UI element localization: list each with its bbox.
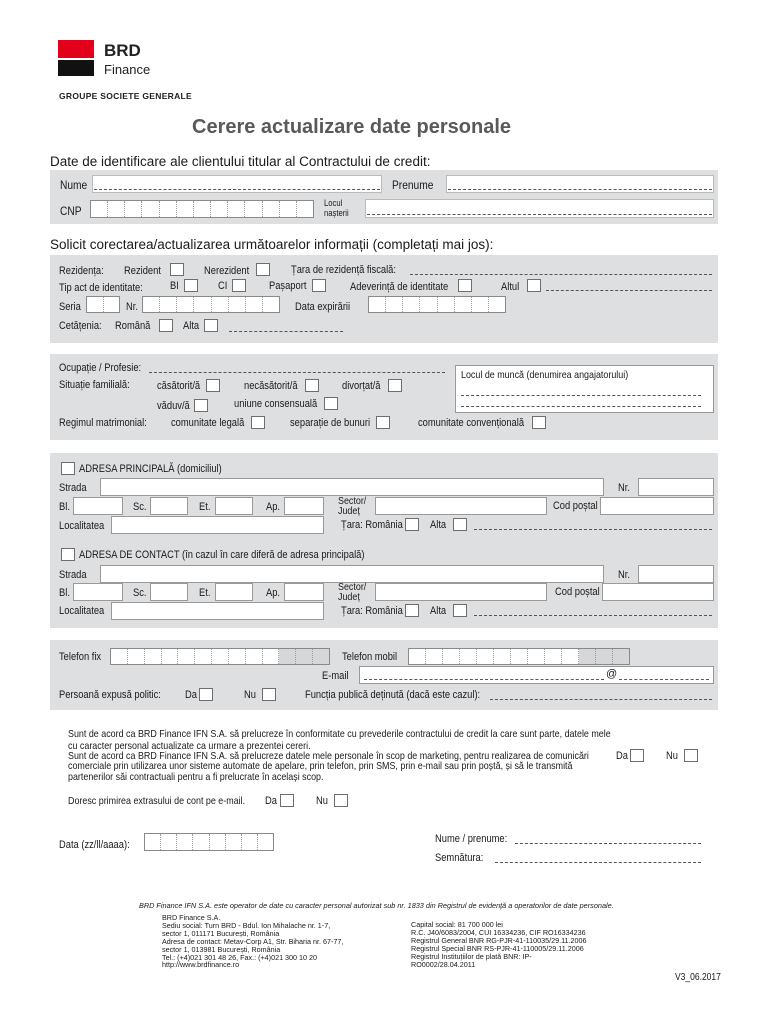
bl-label: Bl. (59, 501, 70, 513)
rezidenta-label: Rezidența: (59, 265, 104, 277)
contact-nr-field[interactable] (638, 565, 714, 583)
nr-label: Nr. (126, 301, 138, 313)
email-line-right (619, 679, 709, 680)
pep-nu-checkbox[interactable] (262, 688, 276, 701)
loc-munca-line-2 (461, 406, 701, 407)
nume-prenume-line (515, 843, 701, 844)
locul-nasterii-field[interactable] (365, 199, 714, 218)
contact-sc-field[interactable] (150, 583, 188, 601)
adresa-contact-checkbox[interactable] (61, 548, 75, 561)
footer-right (411, 921, 587, 968)
comunitate-conventionala-label: comunitate convențională (418, 417, 525, 429)
localitatea-field[interactable] (111, 516, 324, 534)
consent-nu-label: Nu (666, 750, 678, 762)
strada-field[interactable] (100, 478, 604, 496)
contact-sc-label: Sc. (133, 587, 147, 599)
ocupatie-label: Ocupație / Profesie: (59, 362, 142, 374)
sector-label-1: Sector/ (338, 495, 367, 507)
contact-sector-label-2: Județ (338, 591, 360, 603)
nume-label: Nume (60, 178, 88, 192)
contact-strada-label: Strada (59, 569, 87, 581)
cetatenie-alta-label: Alta (183, 320, 200, 332)
vaduv-label: văduv/ă (157, 400, 190, 412)
prenume-label: Prenume (392, 178, 434, 192)
strada-label: Strada (59, 482, 87, 494)
pep-nu-label: Nu (244, 689, 256, 701)
tara-alta-label: Alta (430, 519, 447, 531)
contact-et-label: Et. (199, 587, 211, 599)
loc-munca-label: Locul de muncă (denumirea angajatorului) (461, 369, 629, 381)
data-field[interactable] (144, 833, 274, 851)
footer-left-line: Tel.: (+4)021 301 48 26, Fax.: (+4)021 300 10 20 (162, 952, 318, 962)
sc-label: Sc. (133, 501, 147, 513)
contact-tara-alta-line (474, 615, 712, 616)
ocupatie-line (149, 372, 445, 373)
contact-tara-romania-checkbox[interactable] (405, 604, 419, 617)
footer-right-line: Registrul General BNR RG-PJR-41-110035/29.11.2006 (411, 935, 587, 945)
semnatura-line (495, 862, 701, 863)
tip-act-label: Tip act de identitate: (59, 282, 143, 294)
cnp-label: CNP (60, 204, 82, 218)
tara-rezidenta-line (410, 274, 712, 275)
adeverinta-label: Adeverință de identitate (350, 281, 449, 293)
contact-cod-postal-field[interactable] (602, 583, 714, 601)
data-label: Data (zz/ll/aaaa): (59, 839, 130, 851)
loc-munca-line-1 (461, 395, 701, 396)
contact-tara-alta-label: Alta (430, 605, 447, 617)
sector-label-2: Județ (338, 505, 360, 517)
contact-tara-alta-checkbox[interactable] (453, 604, 467, 617)
footer-left-line: BRD Finance S.A. (162, 913, 221, 922)
necasatorit-label: necăsătorit/ă (244, 380, 298, 392)
et-label: Et. (199, 501, 211, 513)
consent-nu-checkbox[interactable] (684, 749, 698, 762)
functia-label: Funcția publică deținută (dacă este cazul): (305, 689, 481, 701)
contact-localitatea-label: Localitatea (59, 605, 105, 617)
nr-field[interactable] (142, 296, 280, 313)
cod-postal-label: Cod poștal (553, 500, 598, 512)
localitatea-label: Localitatea (59, 520, 105, 532)
functia-line (490, 699, 712, 700)
footer-right-line: Registrul Instituțiilor de plată BNR: IP- (411, 951, 532, 961)
telefon-fix-field[interactable] (110, 648, 330, 665)
nume-field[interactable] (92, 175, 382, 193)
consent-da-label: Da (616, 750, 628, 762)
adresa-principala-label: ADRESA PRINCIPALĂ (domiciliul) (79, 463, 222, 475)
data-expirarii-field[interactable] (368, 296, 506, 313)
separatie-label: separație de bunuri (290, 417, 371, 429)
nr-field[interactable] (638, 478, 714, 496)
altul-label: Altul (501, 281, 520, 293)
contact-tara-romania-label: Țara: România (341, 605, 403, 617)
casatorit-checkbox[interactable] (206, 379, 220, 392)
comunitate-conventionala-checkbox[interactable] (532, 416, 546, 429)
contact-nr-label: Nr. (618, 569, 630, 581)
contact-bl-label: Bl. (59, 587, 70, 599)
casatorit-label: căsătorit/ă (157, 380, 201, 392)
adresa-principala-checkbox[interactable] (61, 462, 75, 475)
pasaport-checkbox[interactable] (312, 279, 326, 292)
footer-left-line: sector 1, 013981 București, România (162, 944, 281, 954)
footer-left-line: Sediu social: Turn BRD - Bdul. Ion Mihalache nr. 1-7, (162, 920, 331, 930)
romana-label: Română (115, 320, 151, 332)
divortat-checkbox[interactable] (388, 379, 402, 392)
romana-checkbox[interactable] (159, 319, 173, 332)
ci-label: CI (218, 280, 228, 292)
bi-checkbox[interactable] (184, 279, 198, 292)
request-heading: Solicit corectarea/actualizarea următoarelor informații (completați mai jos): (50, 237, 494, 252)
email-at-sign: @ (606, 668, 618, 680)
consent-line-3: Sunt de acord ca BRD Finance IFN S.A. să prelucreze datele mele personale în scop de marketing, pentru realizarea de comunicări (68, 750, 589, 762)
regim-label: Regimul matrimonial: (59, 417, 147, 429)
data-expirarii-label: Data expirării (295, 301, 351, 313)
pep-da-label: Da (185, 689, 197, 701)
footer-left-line: sector 1, 011171 București, România (162, 928, 280, 938)
cetatenie-alta-checkbox[interactable] (204, 319, 218, 332)
footer-right-line: Capital social: 81 700 000 lei (411, 920, 503, 929)
vaduv-checkbox[interactable] (194, 399, 208, 412)
contact-et-field[interactable] (215, 583, 253, 601)
adresa-contact-label: ADRESA DE CONTACT (în cazul în care diferă de adresa principală) (79, 549, 365, 561)
footer-left-line[interactable]: http://www.brdfinance.ro (162, 960, 240, 970)
page-title: Cerere actualizare date personale (192, 116, 512, 138)
extras-label: Doresc primirea extrasului de cont pe e-mail. (68, 795, 246, 807)
pasaport-label: Pașaport (269, 280, 307, 292)
footer-right-line: Registrul Special BNR RS-PJR-41-110005/29.11.2006 (411, 943, 584, 953)
telefon-mobil-field[interactable] (408, 648, 630, 665)
telefon-mobil-label: Telefon mobil (342, 651, 398, 663)
contact-sector-label-1: Sector/ (338, 581, 367, 593)
sc-field[interactable] (150, 497, 188, 515)
nume-line (94, 189, 380, 190)
extras-nu-checkbox[interactable] (334, 794, 348, 807)
et-field[interactable] (215, 497, 253, 515)
prenume-line (448, 189, 712, 190)
consent-line-4: comerciale prin utilizarea unor sisteme automate de apelare, prin telefon, prin SMS, prin e-mail sau prin poștă, și să le transmită (68, 760, 573, 772)
brand-name: BRD (104, 41, 141, 60)
contact-localitatea-field[interactable] (111, 602, 324, 620)
locul-nasterii-label-1: Locul (324, 198, 343, 208)
telefon-fix-label: Telefon fix (59, 651, 102, 663)
email-label: E-mail (322, 670, 349, 682)
necasatorit-checkbox[interactable] (305, 379, 319, 392)
extras-da-checkbox[interactable] (280, 794, 294, 807)
tara-romania-label: Țara: România (341, 519, 403, 531)
contact-cod-postal-label: Cod poștal (555, 586, 600, 598)
contact-ap-label: Ap. (266, 587, 281, 599)
nerezident-checkbox[interactable] (256, 263, 270, 276)
comunitate-legala-label: comunitate legală (171, 417, 245, 429)
bl-field[interactable] (73, 497, 123, 515)
consent-line-5: partenerilor săi contractuali pentru a fi prelucrate în același scop. (68, 771, 324, 783)
cetatenia-label: Cetățenia: (59, 320, 102, 332)
bi-label: BI (170, 280, 179, 292)
cnp-field[interactable] (90, 200, 314, 218)
adeverinta-checkbox[interactable] (458, 279, 472, 292)
comunitate-legala-checkbox[interactable] (251, 416, 265, 429)
seria-label: Seria (59, 301, 81, 313)
version-label: V3_06.2017 (675, 972, 721, 983)
separatie-checkbox[interactable] (376, 416, 390, 429)
nerezident-label: Nerezident (204, 265, 250, 277)
email-field[interactable] (359, 666, 714, 684)
altul-checkbox[interactable] (527, 279, 541, 292)
tara-romania-checkbox[interactable] (405, 518, 419, 531)
ap-label: Ap. (266, 501, 281, 513)
footer-left-line: Adresa de contact: Metav-Corp A1, Str. Biharia nr. 67-77, (162, 936, 344, 946)
footer-right-line: RO0002/28.04.2011 (411, 959, 476, 969)
extras-da-label: Da (265, 795, 277, 807)
identification-heading: Date de identificare ale clientului titular al Contractului de credit: (50, 154, 431, 169)
uniune-checkbox[interactable] (324, 397, 338, 410)
email-line-left (364, 679, 604, 680)
semnatura-label: Semnătura: (435, 852, 484, 864)
rezident-label: Rezident (124, 265, 161, 277)
contact-sector-field[interactable] (375, 583, 547, 601)
ap-field[interactable] (284, 497, 324, 515)
group-name: GROUPE SOCIETE GENERALE (59, 91, 193, 101)
contact-bl-field[interactable] (73, 583, 123, 601)
altul-line (546, 290, 712, 291)
uniune-label: uniune consensuală (234, 398, 318, 410)
brd-logo (58, 40, 94, 76)
sector-field[interactable] (375, 497, 547, 515)
brand-subname: Finance (104, 62, 151, 77)
seria-field[interactable] (86, 296, 120, 313)
ci-checkbox[interactable] (232, 279, 246, 292)
prenume-field[interactable] (446, 175, 714, 193)
operator-note: BRD Finance IFN S.A. este operator de date cu caracter personal autorizat sub nr. 1833 din Registrul de evidență a operatorilor de date personale. (139, 901, 614, 910)
consent-line-2: cu caracter personal actualizate ca urmare a prezentei cereri. (68, 740, 311, 752)
tara-rezidenta-label: Țara de rezidență fiscală: (291, 264, 396, 276)
pep-label: Persoană expusă politic: (59, 689, 161, 701)
footer-right-line: R.C. J40/6083/2004, CUI 16334236, CIF RO16334236 (411, 927, 586, 937)
consent-da-checkbox[interactable] (630, 749, 644, 762)
tara-alta-checkbox[interactable] (453, 518, 467, 531)
nume-prenume-label: Nume / prenume: (435, 833, 508, 845)
tara-alta-line (474, 529, 712, 530)
locul-nasterii-label-2: nașterii (324, 208, 349, 218)
cetatenie-alta-line (229, 331, 343, 332)
locul-nasterii-line (367, 214, 712, 215)
nr-label: Nr. (618, 482, 630, 494)
cod-postal-field[interactable] (600, 497, 714, 515)
pep-da-checkbox[interactable] (199, 688, 213, 701)
footer-left (162, 914, 343, 969)
divortat-label: divorțat/ă (342, 380, 381, 392)
extras-nu-label: Nu (316, 795, 328, 807)
consent-line-1: Sunt de acord ca BRD Finance IFN S.A. să prelucreze în conformitate cu prevederile contractului de credit la care sunt parte, datele mele (68, 728, 611, 740)
contact-ap-field[interactable] (284, 583, 324, 601)
situatie-label: Situație familială: (59, 379, 130, 391)
rezident-checkbox[interactable] (170, 263, 184, 276)
